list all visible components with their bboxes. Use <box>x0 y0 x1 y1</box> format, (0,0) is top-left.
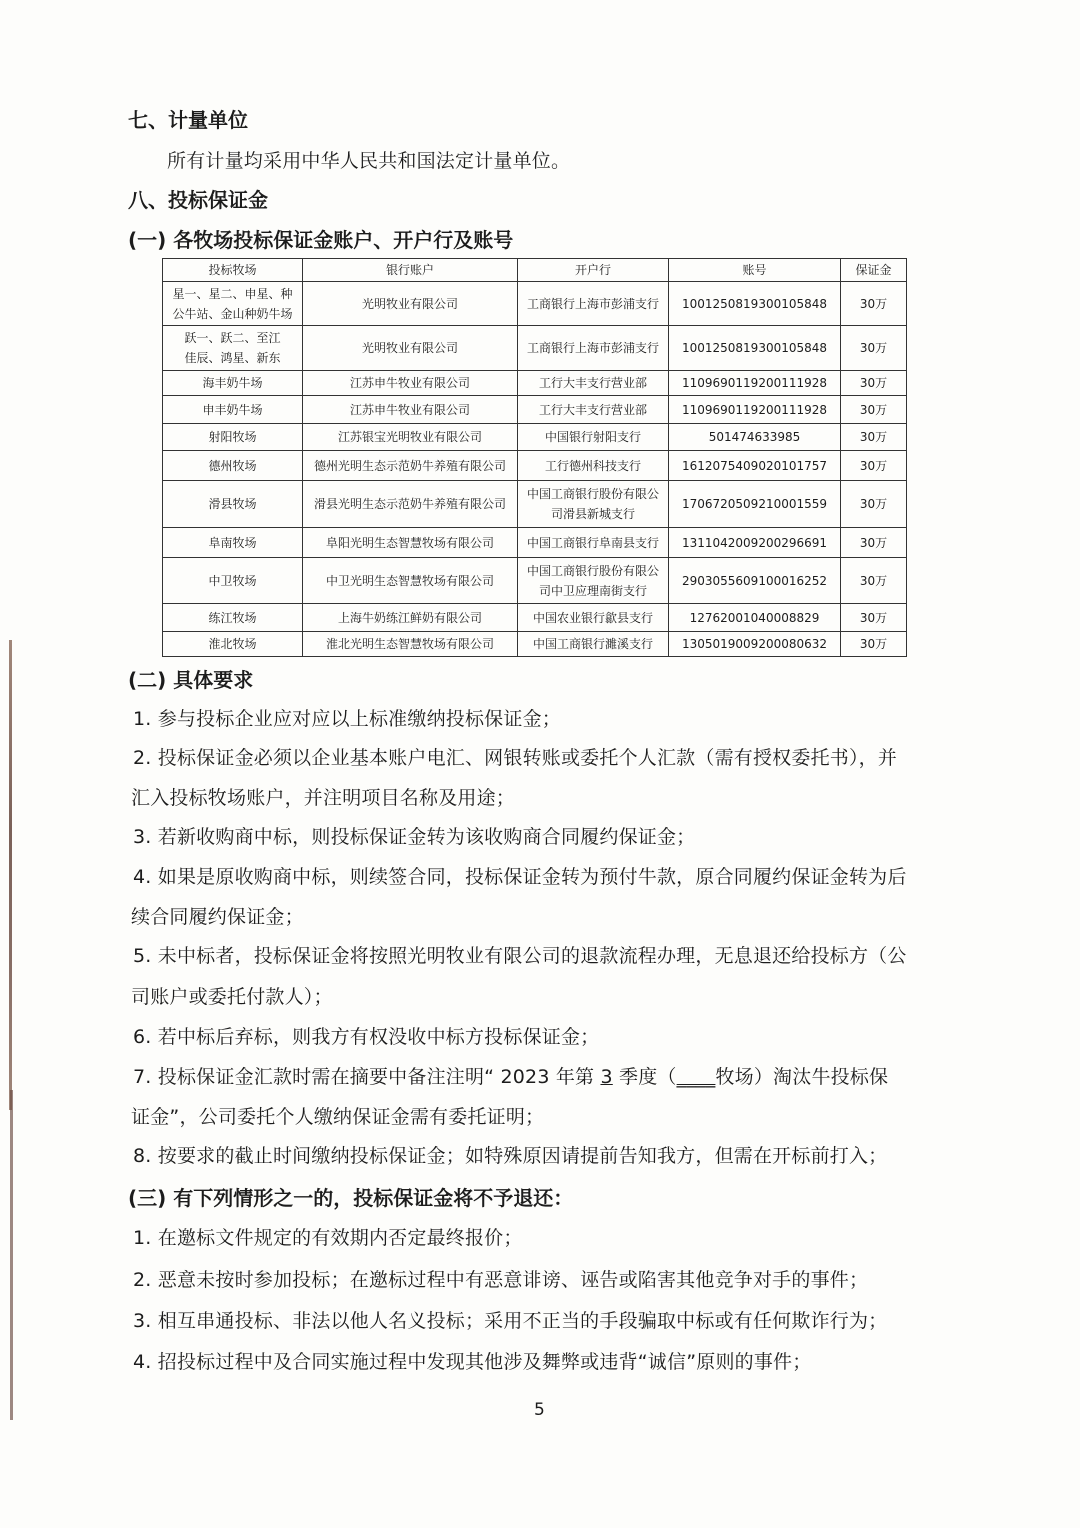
requirement-7-line1 <box>133 1062 888 1089</box>
cell-farm <box>163 326 303 371</box>
cell-bank-account: 江苏申牛牧业有限公司 <box>303 371 518 396</box>
cell-farm-line: 中卫牧场 <box>208 573 257 588</box>
forfeit-item-4: 4. 招投标过程中及合同实施过程中发现其他涉及舞弊或违背“诚信”原则的事件； <box>133 1351 812 1373</box>
cell-account-number: 1109690119200111928 <box>669 396 841 424</box>
cell-bank-line: 中国农业银行歙县支行 <box>532 610 653 625</box>
cell-farm-line: 阜南牧场 <box>208 535 257 550</box>
requirement-4-line1: 4. 如果是原收购商中标，则续签合同，投标保证金转为预付牛款，原合同履约保证金转为后 <box>133 866 907 888</box>
table-row <box>163 396 907 424</box>
cell-deposit: 30万 <box>841 632 907 657</box>
cell-farm <box>163 371 303 396</box>
cell-bank-line: 中国银行射阳支行 <box>544 430 641 444</box>
cell-bank-line: 中国工商银行股份有限公 <box>526 563 659 578</box>
cell-farm-line: 滑县牧场 <box>208 497 257 511</box>
requirement-7-line2: 证金”，公司委托个人缴纳保证金需有委托证明； <box>131 1106 545 1128</box>
subsection-1-heading: (一) 各牧场投标保证金账户、开户行及账号 <box>128 228 514 252</box>
cell-bank-account: 光明牧业有限公司 <box>303 282 518 326</box>
cell-bank <box>518 424 669 451</box>
header-bank-account: 银行账户 <box>303 259 518 282</box>
cell-farm-line: 跃一、跃二、至江 <box>184 331 281 345</box>
requirement-6: 6. 若中标后弃标，则我方有权没收中标方投标保证金； <box>133 1026 600 1048</box>
cell-bank <box>518 604 669 632</box>
cell-bank-account: 江苏银宝光明牧业有限公司 <box>303 424 518 451</box>
cell-deposit: 30万 <box>841 558 907 604</box>
cell-deposit: 30万 <box>841 604 907 632</box>
cell-bank-account: 淮北光明生态智慧牧场有限公司 <box>303 632 518 657</box>
table-row <box>163 424 907 451</box>
cell-farm-line: 练江牧场 <box>208 610 257 625</box>
cell-deposit: 30万 <box>841 282 907 326</box>
cell-bank-line: 工行大丰支行营业部 <box>538 376 647 390</box>
requirement-7-text: 牧场）淘汰牛投标保 <box>715 1066 889 1088</box>
quarter-number: 3 <box>600 1066 613 1088</box>
cell-bank-line: 工行大丰支行营业部 <box>538 402 647 417</box>
cell-bank-line: 工行德州科技支行 <box>544 458 641 473</box>
scan-edge-artifact <box>9 640 12 1110</box>
subsection-2-heading: (二) 具体要求 <box>128 668 254 692</box>
table-header-row <box>163 259 907 282</box>
header-farm: 投标牧场 <box>163 259 303 282</box>
cell-farm <box>163 424 303 451</box>
cell-bank-account: 江苏申牛牧业有限公司 <box>303 396 518 424</box>
table-row <box>163 371 907 396</box>
requirement-7-text: 季度（ <box>612 1066 677 1088</box>
cell-farm-line: 射阳牧场 <box>208 430 257 444</box>
cell-account-number: 2903055609100016252 <box>669 558 841 604</box>
cell-deposit: 30万 <box>841 326 907 371</box>
cell-bank-account: 上海牛奶练江鲜奶有限公司 <box>303 604 518 632</box>
cell-farm <box>163 632 303 657</box>
deposit-account-table <box>162 258 907 657</box>
cell-bank-account: 中卫光明生态智慧牧场有限公司 <box>303 558 518 604</box>
cell-deposit: 30万 <box>841 424 907 451</box>
cell-bank <box>518 528 669 558</box>
cell-farm <box>163 604 303 632</box>
cell-farm <box>163 282 303 326</box>
table-row <box>163 528 907 558</box>
subsection-3-heading: (三) 有下列情形之一的，投标保证金将不予退还： <box>128 1186 574 1210</box>
cell-bank <box>518 558 669 604</box>
cell-account-number: 1109690119200111928 <box>669 371 841 396</box>
cell-bank <box>518 481 669 528</box>
header-deposit: 保证金 <box>841 259 907 282</box>
table-row <box>163 604 907 632</box>
cell-bank-line: 工商银行上海市彭浦支行 <box>526 341 659 355</box>
requirement-1: 1. 参与投标企业应对应以上标准缴纳投标保证金； <box>133 708 561 730</box>
section-8-heading: 八、投标保证金 <box>128 188 268 212</box>
cell-account-number: 1311042009200296691 <box>669 528 841 558</box>
cell-farm <box>163 528 303 558</box>
cell-bank-line: 中国工商银行股份有限公 <box>526 487 659 501</box>
table-row <box>163 632 907 657</box>
header-account-number: 账号 <box>669 259 841 282</box>
cell-deposit: 30万 <box>841 371 907 396</box>
table-row <box>163 451 907 481</box>
cell-bank <box>518 371 669 396</box>
cell-deposit: 30万 <box>841 481 907 528</box>
cell-bank <box>518 282 669 326</box>
cell-deposit: 30万 <box>841 528 907 558</box>
header-bank: 开户行 <box>518 259 669 282</box>
cell-account-number: 1001250819300105848 <box>669 326 841 371</box>
requirement-5-line2: 司账户或委托付款人）； <box>131 986 333 1008</box>
forfeit-item-3: 3. 相互串通投标、非法以他人名义投标；采用不正当的手段骗取中标或有任何欺诈行为； <box>133 1310 888 1332</box>
requirement-4-line2: 续合同履约保证金； <box>131 906 304 928</box>
cell-farm-line: 德州牧场 <box>208 458 257 473</box>
cell-account-number: 1001250819300105848 <box>669 282 841 326</box>
forfeit-item-2: 2. 恶意未按时参加投标；在邀标过程中有恶意诽谤、诬告或陷害其他竞争对手的事件； <box>133 1269 869 1291</box>
cell-bank-line: 工商银行上海市彭浦支行 <box>526 296 659 311</box>
cell-account-number: 1706720509210001559 <box>669 481 841 528</box>
cell-account-number: 12762001040008829 <box>669 604 841 632</box>
table-row <box>163 282 907 326</box>
cell-farm-line: 公牛站、金山种奶牛场 <box>172 306 293 321</box>
requirement-8: 8. 按要求的截止时间缴纳投标保证金；如特殊原因请提前告知我方，但需在开标前打入； <box>133 1145 888 1167</box>
cell-farm <box>163 396 303 424</box>
cell-farm <box>163 558 303 604</box>
cell-deposit: 30万 <box>841 396 907 424</box>
cell-bank <box>518 396 669 424</box>
farm-blank: ____ <box>676 1066 716 1088</box>
cell-farm-line: 淮北牧场 <box>208 637 257 651</box>
cell-bank-line: 司滑县新城支行 <box>550 507 635 521</box>
cell-bank-line: 司中卫应理南街支行 <box>538 583 647 598</box>
cell-bank <box>518 326 669 371</box>
cell-account-number: 1305019009200080632 <box>669 632 841 657</box>
table-row <box>163 481 907 528</box>
cell-bank <box>518 632 669 657</box>
forfeit-item-1: 1. 在邀标文件规定的有效期内否定最终报价； <box>133 1227 523 1249</box>
cell-bank-line: 中国工商银行濉溪支行 <box>532 637 653 651</box>
cell-account-number: 501474633985 <box>669 424 841 451</box>
scan-edge-artifact <box>10 1090 13 1420</box>
cell-farm-line: 佳辰、鸿星、新东 <box>184 351 281 365</box>
cell-farm-line: 海丰奶牛场 <box>202 376 263 390</box>
section-7-heading: 七、计量单位 <box>128 108 248 132</box>
requirement-2-line2: 汇入投标牧场账户，并注明项目名称及用途； <box>131 787 516 809</box>
cell-bank <box>518 451 669 481</box>
table-row <box>163 326 907 371</box>
cell-bank-account: 光明牧业有限公司 <box>303 326 518 371</box>
cell-account-number: 1612075409020101757 <box>669 451 841 481</box>
cell-bank-account: 滑县光明生态示范奶牛养殖有限公司 <box>303 481 518 528</box>
cell-bank-line: 中国工商银行阜南县支行 <box>526 535 659 550</box>
requirement-3: 3. 若新收购商中标，则投标保证金转为该收购商合同履约保证金； <box>133 826 696 848</box>
table-row <box>163 558 907 604</box>
cell-bank-account: 阜阳光明生态智慧牧场有限公司 <box>303 528 518 558</box>
cell-farm-line: 申丰奶牛场 <box>202 402 263 417</box>
cell-bank-account: 德州光明生态示范奶牛养殖有限公司 <box>303 451 518 481</box>
cell-farm <box>163 481 303 528</box>
cell-farm-line: 星一、星二、申星、种 <box>172 286 293 301</box>
section-7-body: 所有计量均采用中华人民共和国法定计量单位。 <box>167 150 571 172</box>
requirement-2-line1: 2. 投标保证金必须以企业基本账户电汇、网银转账或委托个人汇款（需有授权委托书），并 <box>133 747 898 769</box>
requirement-5-line1: 5. 未中标者，投标保证金将按照光明牧业有限公司的退款流程办理，无息退还给投标方（公 <box>133 945 907 967</box>
cell-deposit: 30万 <box>841 451 907 481</box>
requirement-7-text: 7. 投标保证金汇款时需在摘要中备注注明“ 2023 年第 <box>133 1066 601 1088</box>
cell-farm <box>163 451 303 481</box>
page-number: 5 <box>534 1400 545 1420</box>
